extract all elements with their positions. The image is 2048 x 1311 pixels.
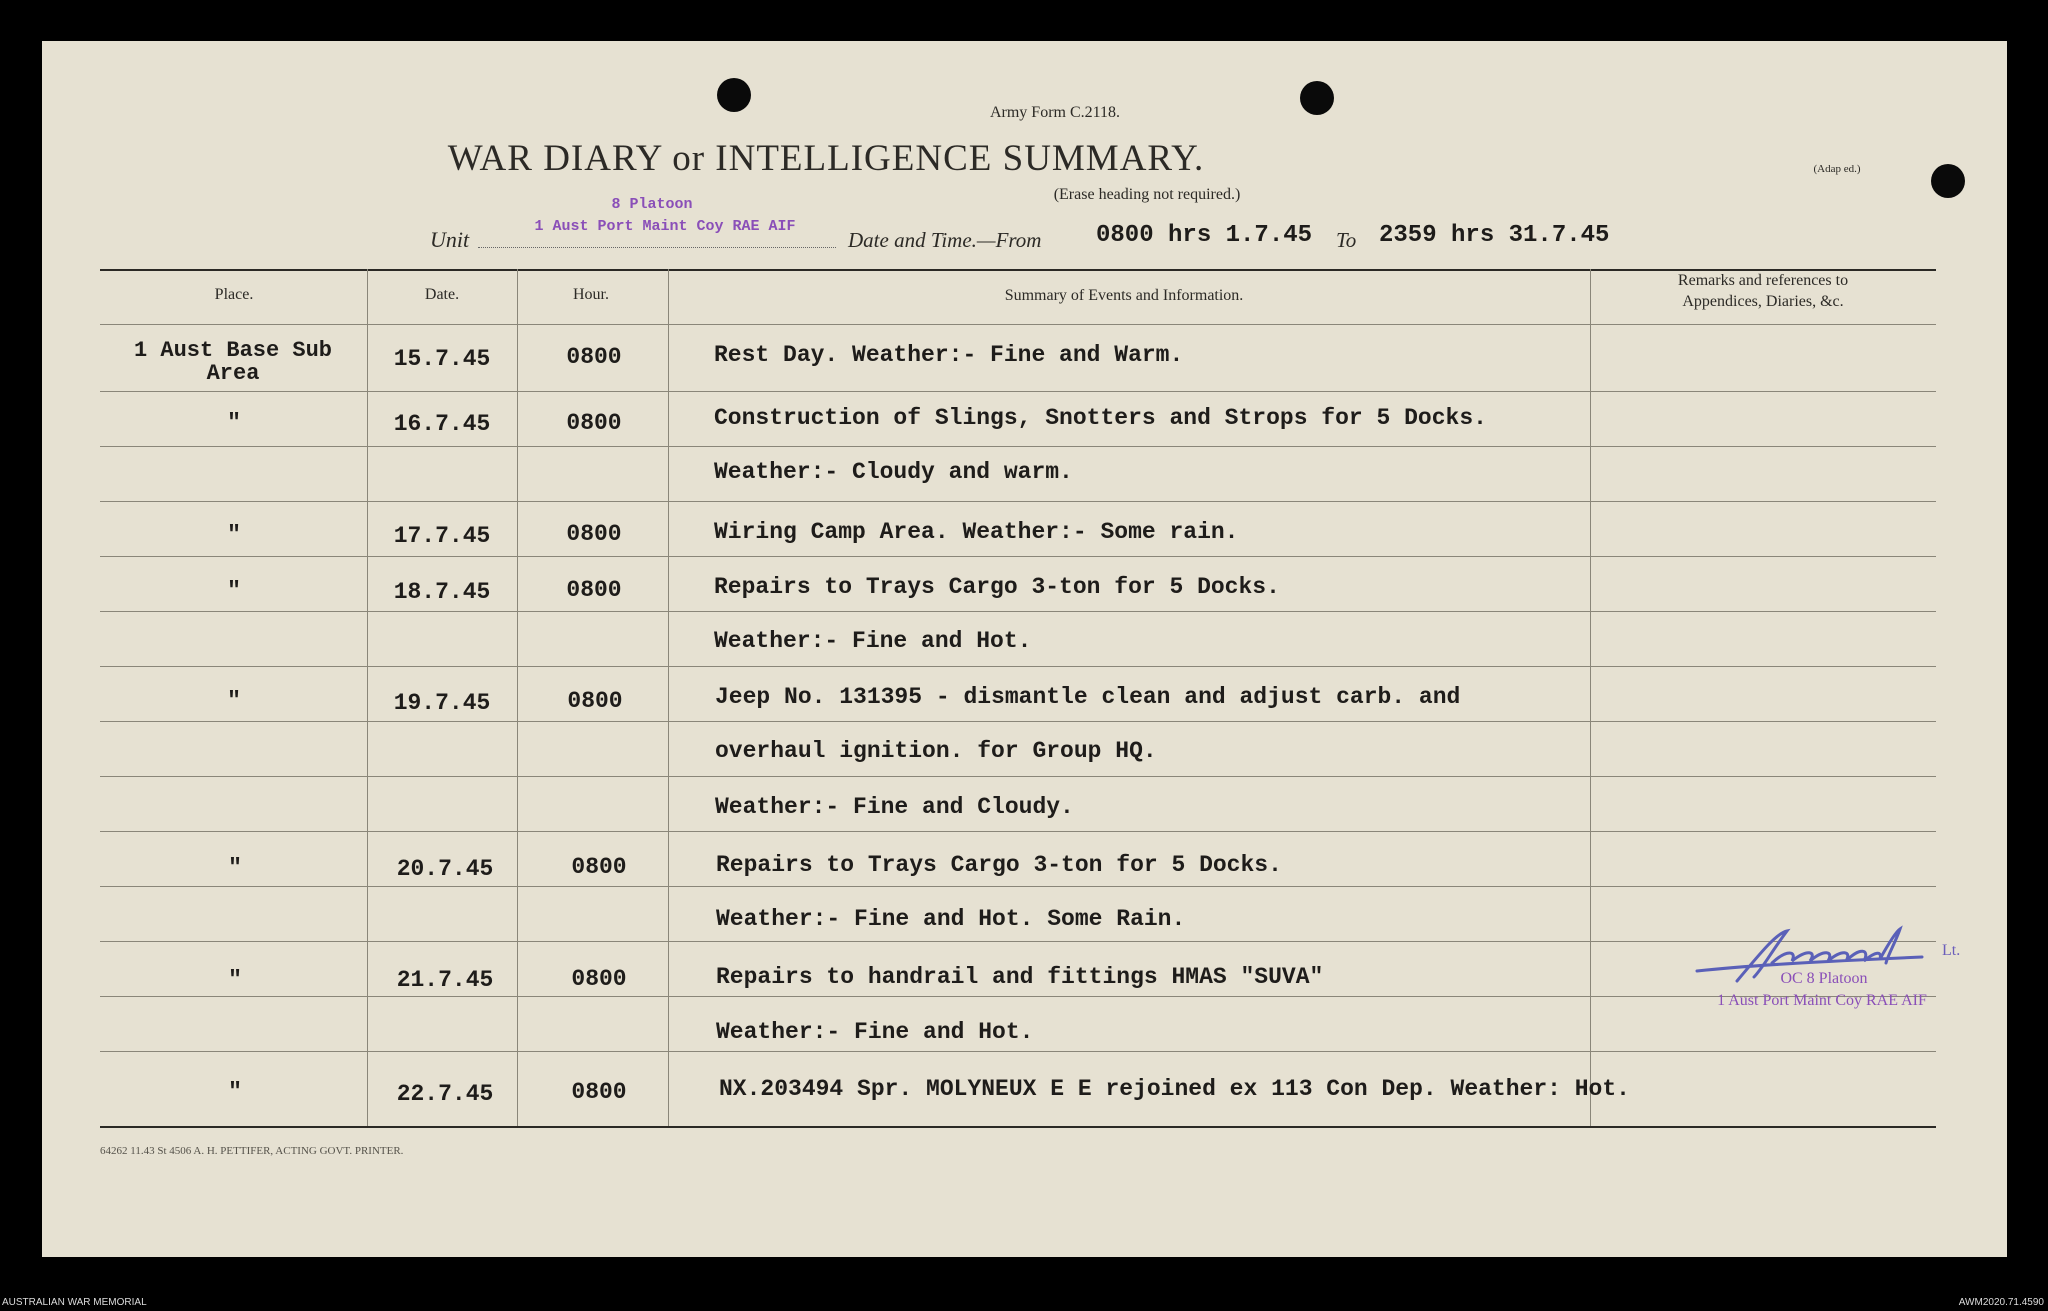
punch-hole	[1931, 164, 1965, 198]
to-value: 2359 hrs 31.7.45	[1379, 222, 1610, 249]
place-cell: "	[228, 855, 242, 881]
form-title: WAR DIARY or INTELLIGENCE SUMMARY.	[447, 138, 1205, 179]
row-rule	[100, 776, 1936, 777]
army-form-label: Army Form C.2118.	[989, 104, 1121, 121]
column-header-date: Date.	[424, 286, 460, 303]
row-rule	[100, 996, 1936, 997]
row-rule	[100, 721, 1936, 722]
table-top-rule	[100, 269, 1936, 271]
column-header-remarks-line2: Appendices, Diaries, &c.	[1682, 293, 1844, 310]
summary-cell: Weather:- Cloudy and warm.	[714, 459, 1073, 485]
table-bottom-rule	[100, 1126, 1936, 1128]
printer-imprint: 64262 11.43 St 4506 A. H. PETTIFER, ACTING GOVT. PRINTER.	[100, 1145, 404, 1157]
summary-cell: Construction of Slings, Snotters and Strops for 5 Docks.	[714, 405, 1487, 431]
hour-cell: 0800	[566, 521, 622, 547]
place-cell: "	[227, 688, 241, 714]
row-rule	[100, 501, 1936, 502]
signature-mark	[1692, 921, 1942, 1001]
summary-cell: Weather:- Fine and Hot. Some Rain.	[716, 906, 1186, 932]
summary-cell: Weather:- Fine and Hot.	[714, 628, 1032, 654]
summary-cell: Rest Day. Weather:- Fine and Warm.	[714, 342, 1184, 368]
row-rule	[100, 556, 1936, 557]
column-divider	[1590, 269, 1591, 1126]
summary-cell: Weather:- Fine and Hot.	[716, 1019, 1034, 1045]
signature-rank: Lt.	[1942, 942, 1961, 959]
column-header-place: Place.	[214, 286, 254, 303]
place-cell: "	[227, 522, 241, 548]
punch-hole	[1300, 81, 1334, 115]
summary-cell: Repairs to Trays Cargo 3-ton for 5 Docks.	[716, 852, 1282, 878]
column-divider	[517, 269, 518, 1126]
place-cell: "	[228, 967, 242, 993]
place-cell: "	[227, 578, 241, 604]
diary-page	[42, 41, 2007, 1257]
column-divider	[668, 269, 669, 1126]
row-rule	[100, 446, 1936, 447]
summary-cell: Repairs to handrail and fittings HMAS "SUVA"	[716, 964, 1324, 990]
row-rule	[100, 391, 1936, 392]
archive-credit: AUSTRALIAN WAR MEMORIAL	[2, 1297, 147, 1308]
from-value: 0800 hrs 1.7.45	[1096, 222, 1313, 249]
column-header-summary: Summary of Events and Information.	[1004, 287, 1244, 304]
hour-cell: 0800	[566, 344, 622, 370]
place-cell: "	[227, 410, 241, 436]
header-rule	[100, 324, 1936, 325]
summary-cell: Wiring Camp Area. Weather:- Some rain.	[714, 519, 1239, 545]
hour-cell: 0800	[566, 577, 622, 603]
archive-reference: AWM2020.71.4590	[1958, 1297, 2044, 1308]
hour-cell: 0800	[567, 688, 623, 714]
date-cell: 22.7.45	[396, 1081, 494, 1107]
hour-cell: 0800	[571, 966, 627, 992]
place-cell: Area	[206, 361, 260, 386]
summary-cell: overhaul ignition. for Group HQ.	[715, 738, 1157, 764]
unit-stamp-platoon: 8 Platoon	[611, 196, 693, 213]
hour-cell: 0800	[571, 854, 627, 880]
to-label: To	[1336, 228, 1357, 252]
hour-cell: 0800	[566, 410, 622, 436]
unit-dotted-line	[478, 247, 836, 248]
date-cell: 15.7.45	[393, 346, 491, 372]
date-cell: 21.7.45	[396, 967, 494, 993]
column-header-remarks-line1: Remarks and references to	[1677, 272, 1849, 289]
column-divider	[367, 269, 368, 1126]
date-cell: 19.7.45	[393, 690, 491, 716]
place-cell: 1 Aust Base Sub	[133, 338, 333, 363]
summary-cell: NX.203494 Spr. MOLYNEUX E E rejoined ex 113 Con Dep. Weather: Hot.	[719, 1076, 1630, 1102]
date-cell: 16.7.45	[393, 411, 491, 437]
column-header-hour: Hour.	[573, 286, 609, 303]
date-cell: 17.7.45	[393, 523, 491, 549]
summary-cell: Jeep No. 131395 - dismantle clean and adjust carb. and	[715, 684, 1461, 710]
row-rule	[100, 941, 1936, 942]
adapted-label: (Adap ed.)	[1813, 163, 1861, 175]
row-rule	[100, 831, 1936, 832]
hour-cell: 0800	[571, 1079, 627, 1105]
summary-cell: Weather:- Fine and Cloudy.	[715, 794, 1074, 820]
summary-cell: Repairs to Trays Cargo 3-ton for 5 Docks.	[714, 574, 1280, 600]
unit-label: Unit	[430, 227, 470, 252]
date-time-label: Date and Time.—From	[848, 228, 1042, 252]
form-subtitle: (Erase heading not required.)	[1053, 186, 1241, 203]
row-rule	[100, 666, 1936, 667]
row-rule	[100, 1051, 1936, 1052]
row-rule	[100, 886, 1936, 887]
signature-stamp-company: 1 Aust Port Maint Coy RAE AIF	[1717, 992, 1927, 1009]
signature-stamp-platoon: OC 8 Platoon	[1780, 970, 1868, 987]
unit-stamp-company: 1 Aust Port Maint Coy RAE AIF	[534, 218, 796, 235]
punch-hole	[717, 78, 751, 112]
date-cell: 18.7.45	[393, 579, 491, 605]
row-rule	[100, 611, 1936, 612]
place-cell: "	[228, 1079, 242, 1105]
date-cell: 20.7.45	[396, 856, 494, 882]
